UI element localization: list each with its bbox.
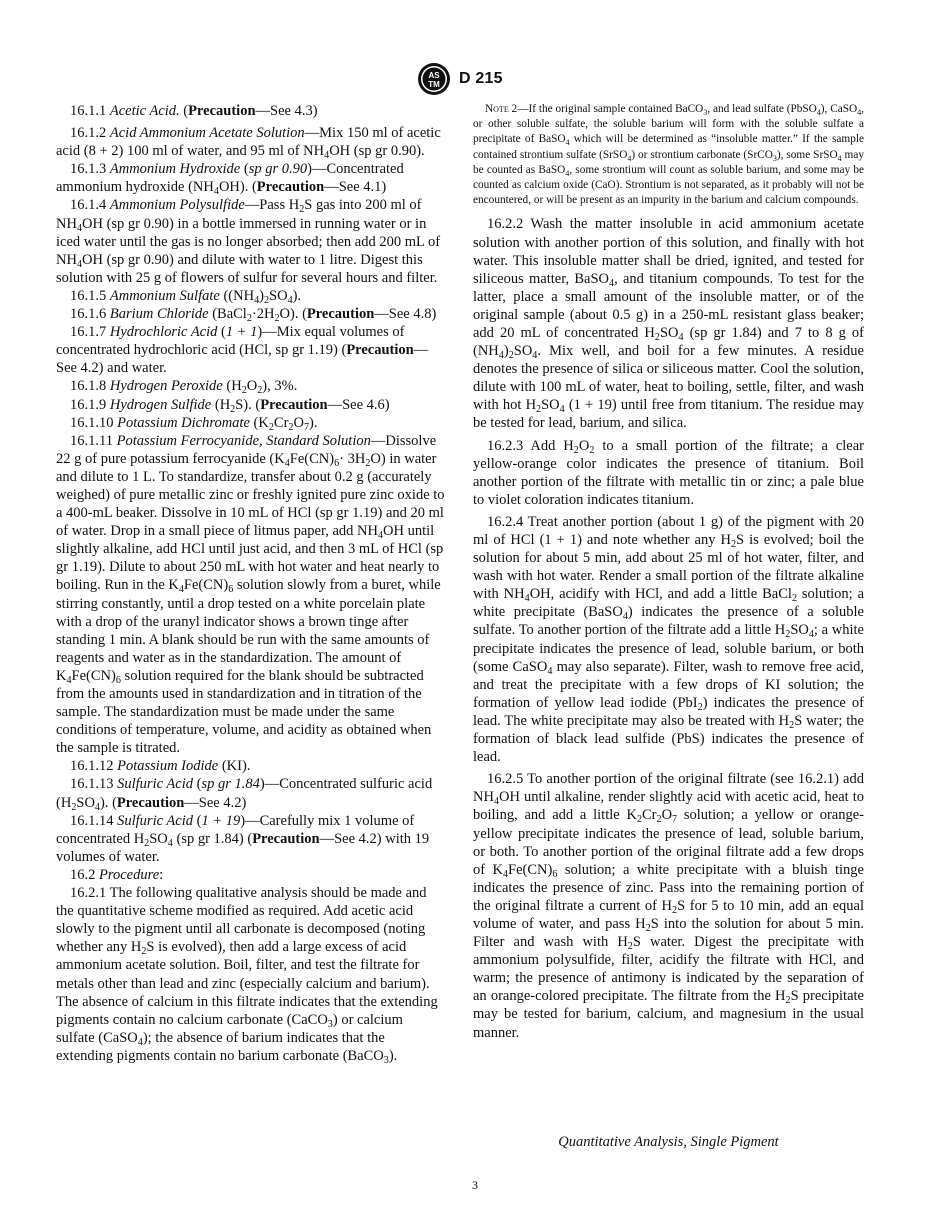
para-16-1-8: 16.1.8 Hydrogen Peroxide $(H_2O_2)$, 3%.: [70, 378, 298, 397]
para-16-1-12: 16.1.12 Potassium Iodide (KI).: [70, 758, 251, 775]
section-heading: Quantitative Analysis, Single Pigment: [558, 1134, 779, 1150]
astm-logo-icon: [417, 62, 451, 96]
page-header: [417, 62, 503, 96]
left-column: [56, 102, 445, 1065]
para-16-1-2: 16.1.2 Acid Ammonium Acetate Solution—Mix 150 ml of acetic acid (8 + 2) 100 ml of water, and 95 ml of $NH_4OH$ (sp gr 0.90).: [56, 125, 441, 162]
para-16-1-5: 16.1.5 Ammonium Sulfate $((NH_4)_2SO_4)$.: [70, 287, 302, 306]
para-16-1-13: 16.1.13 Sulfuric Acid (sp gr 1.84)—Concentrated sulfuric acid $(H_2SO_4)$. (Precaution—See 4.2): [56, 776, 433, 813]
para-16-1-6: 16.1.6 Barium Chloride $(BaCl_2\cdot 2H_2O)$. (Precaution—See 4.8): [70, 306, 437, 325]
para-16-1-1: 16.1.1 Acetic Acid. (Precaution—See 4.3): [70, 103, 318, 119]
para-16-2-3: 16.2.3 Add $H_2O_2$ to a small portion of the filtrate; a clear yellow-orange color indicates the presence of titanium. Boil another portion of the filtrate with metallic tin or zinc; a pale blue to violet coloration indicates titanium.: [473, 437, 864, 508]
para-16-2-4: 16.2.4 Treat another portion (about 1 g) of the pigment with 20 ml of HCl (1 + 1) and note whether any $H_2S$ is evolved; boil the solution for about 5 min, add about 25 ml of hot water, filter, and wash with hot water. Render a small portion of the filtrate alkaline with $NH_4OH$, acidify with HCl, and add a little BaCl$_2$ solution; a white precipitate (BaSO$_4$) indicates the presence of a soluble sulfate. To another portion of the filtrate add a little $H_2SO_4$; a white precipitate indicates the presence of lead, soluble barium, or both (some CaSO$_4$ may also separate). Filter, wash to remove free acid, and treat the precipitate with a few drops of KI solution; the formation of yellow lead iodide (PbI$_2$) indicates the presence of lead. The white precipitate may also be treated with $H_2S$ water; the formation of black lead sulfide (PbS) indicates the presence of lead.: [473, 513, 864, 766]
para-16-1-9: 16.1.9 Hydrogen Sulfide $(H_2S)$. (Precaution—See 4.6): [70, 396, 390, 415]
para-16-1-10: 16.1.10 Potassium Dichromate $(K_2Cr_2O_7)$.: [70, 414, 318, 433]
right-column: [473, 102, 864, 1046]
para-16-1-7: 16.1.7 Hydrochloric Acid (1 + 1)—Mix equal volumes of concentrated hydrochloric acid (HCl, sp gr 1.19) (Precaution—See 4.2) and water.: [56, 324, 429, 377]
para-16-1-3: 16.1.3 Ammonium Hydroxide (sp gr 0.90)—Concentrated ammonium hydroxide $(NH_4OH)$. (Precaution—See 4.1): [56, 161, 404, 198]
para-16-2-2: 16.2.2 Wash the matter insoluble in acid ammonium acetate solution with another portion of this solution, and finally with hot water. This insoluble matter shall be dried, ignited, and tested for siliceous matter, BaSO$_4$, and titanium compounds. To test for the latter, place a small amount of the insoluble matter, or of the original sample (about 0.5 g) in a 250-mL resistant glass beaker; add 20 mL of concentrated $H_2SO_4$ (sp gr 1.84) and 7 to 8 g of $(NH_4)_2SO_4$. Mix well, and boil for a few minutes. A residue denotes the presence of silica or siliceous matter. Cool the solution, dilute with 100 mL of water, heat to boiling, settle, filter, and wash with hot $H_2SO_4$ (1 + 19) until free from titanium. The residue may be tested for lead, barium, and silica.: [473, 216, 864, 432]
svg-text:TM: TM: [428, 80, 440, 89]
para-16-2-5: 16.2.5 To another portion of the original filtrate (see 16.2.1) add $NH_4OH$ until alkaline, render slightly acid with acetic acid, heat to boiling, and add a little $K_2Cr_2O_7$ solution; a yellow or orange-yellow precipitate indicates the presence of lead, soluble barium, or both. To another portion of the original filtrate add a few drops of $K_4Fe(CN)_6$ solution; a white precipitate with a bluish tinge indicates the presence of zinc. Pass into the remaining portion of the original filtrate a current of $H_2S$ for 5 to 10 min, add an equal volume of water, and pass $H_2S$ into the solution for about 5 min. Filter and wash with $H_2S$ water. Digest the precipitate with ammonium polysulfide, filter, acidify the filtrate with HCl, and warm; the presence of antimony is indicated by the separation of an orange-colored precipitate. The filtrate from the $H_2S$ precipitate may be tested for barium, calcium, and magnesium in the usual manner.: [473, 771, 864, 1041]
para-16-1-14: 16.1.14 Sulfuric Acid (1 + 19)—Carefully mix 1 volume of concentrated $H_2SO_4$ (sp gr 1.84) (Precaution—See 4.2) with 19 volumes of water.: [56, 812, 430, 865]
para-16-2-1: 16.2.1 The following qualitative analysis should be made and the quantitative scheme modified as required. Add acetic acid slowly to the pigment until all carbonate is decomposed (noting whether any $H_2S$ is evolved), then add a large excess of acid ammonium acetate solution. Boil, filter, and test the filtrate for metals other than lead and zinc (especially calcium and barium). The absence of calcium in this filtrate indicates that the extending pigments contain no calcium carbonate (CaCO$_3$) or calcium sulfate (CaSO$_4$); the absence of barium indicates that the extending pigments contain no barium carbonate (BaCO$_3$).: [56, 885, 438, 1066]
para-16-1-4: 16.1.4 Ammonium Polysulfide—Pass $H_2S$ gas into 200 ml of $NH_4OH$ (sp gr 0.90) in a bottle immersed in running water or in iced water until the gas is no longer absorbed; then add 200 mL of $NH_4OH$ (sp gr 0.90) and dilute with water to 1 litre. Digest this solution with 25 g of flowers of sulfur for several hours and filter.: [56, 197, 441, 286]
note-2: Note 2—If the original sample contained BaCO$_3$, and lead sulfate (PbSO$_4$), CaSO$_4$, or other soluble sulfate, the soluble barium will form with the soluble sulfate a precipitate of BaSO$_4$ which will be determined as “insoluble matter.” If the sample contained strontium sulfate (SrSO$_4$) or strontium carbonate (SrCO$_3$), some SrSO$_4$ may be counted as BaSO$_4$, some strontium will count as soluble barium, and some may be counted as calcium oxide (CaO). Strontium is not separated, as it probably will not be encountered, or will be present as an impurity in the barium and calcium compounds.: [473, 103, 865, 207]
document-designation: D 215: [459, 70, 503, 87]
para-16-1-11: 16.1.11 Potassium Ferrocyanide, Standard Solution—Dissolve 22 g of pure potassium ferrocyanide $(K_4Fe(CN)_6\cdot 3H_2O)$ in water and dilute to 1 L. To standardize, transfer about 0.2 g (accurately weighed) of pure metallic zinc or freshly ignited pure zinc oxide to a 400-mL beaker. Dissolve in 10 mL of HCl (sp gr 1.19) and 20 ml of water. Drop in a small piece of litmus paper, add $NH_4OH$ until slightly alkaline, add HCl until just acid, and then 3 mL of HCl (sp gr 1.19). Dilute to about 250 mL with hot water and heat nearly to boiling. Run in the $K_4Fe(CN)_6$ solution slowly from a buret, while stirring constantly, until a drop tested on a white porcelain plate with a drop of the uranyl indicator shows a brown tinge after standing 1 min. A blank should be run with the same amounts of reagents and water as in the standardization. The amount of $K_4Fe(CN)_6$ solution required for the blank should be subtracted from the amounts used in standardization and in titration of the sample. The standardization must be made under the same conditions of temperature, volume, and acidity as obtained when the sample is titrated.: [56, 432, 445, 757]
para-16-2: 16.2 Procedure:: [70, 866, 164, 883]
page-number: 3: [472, 1178, 478, 1192]
svg-text:AS: AS: [428, 71, 440, 80]
